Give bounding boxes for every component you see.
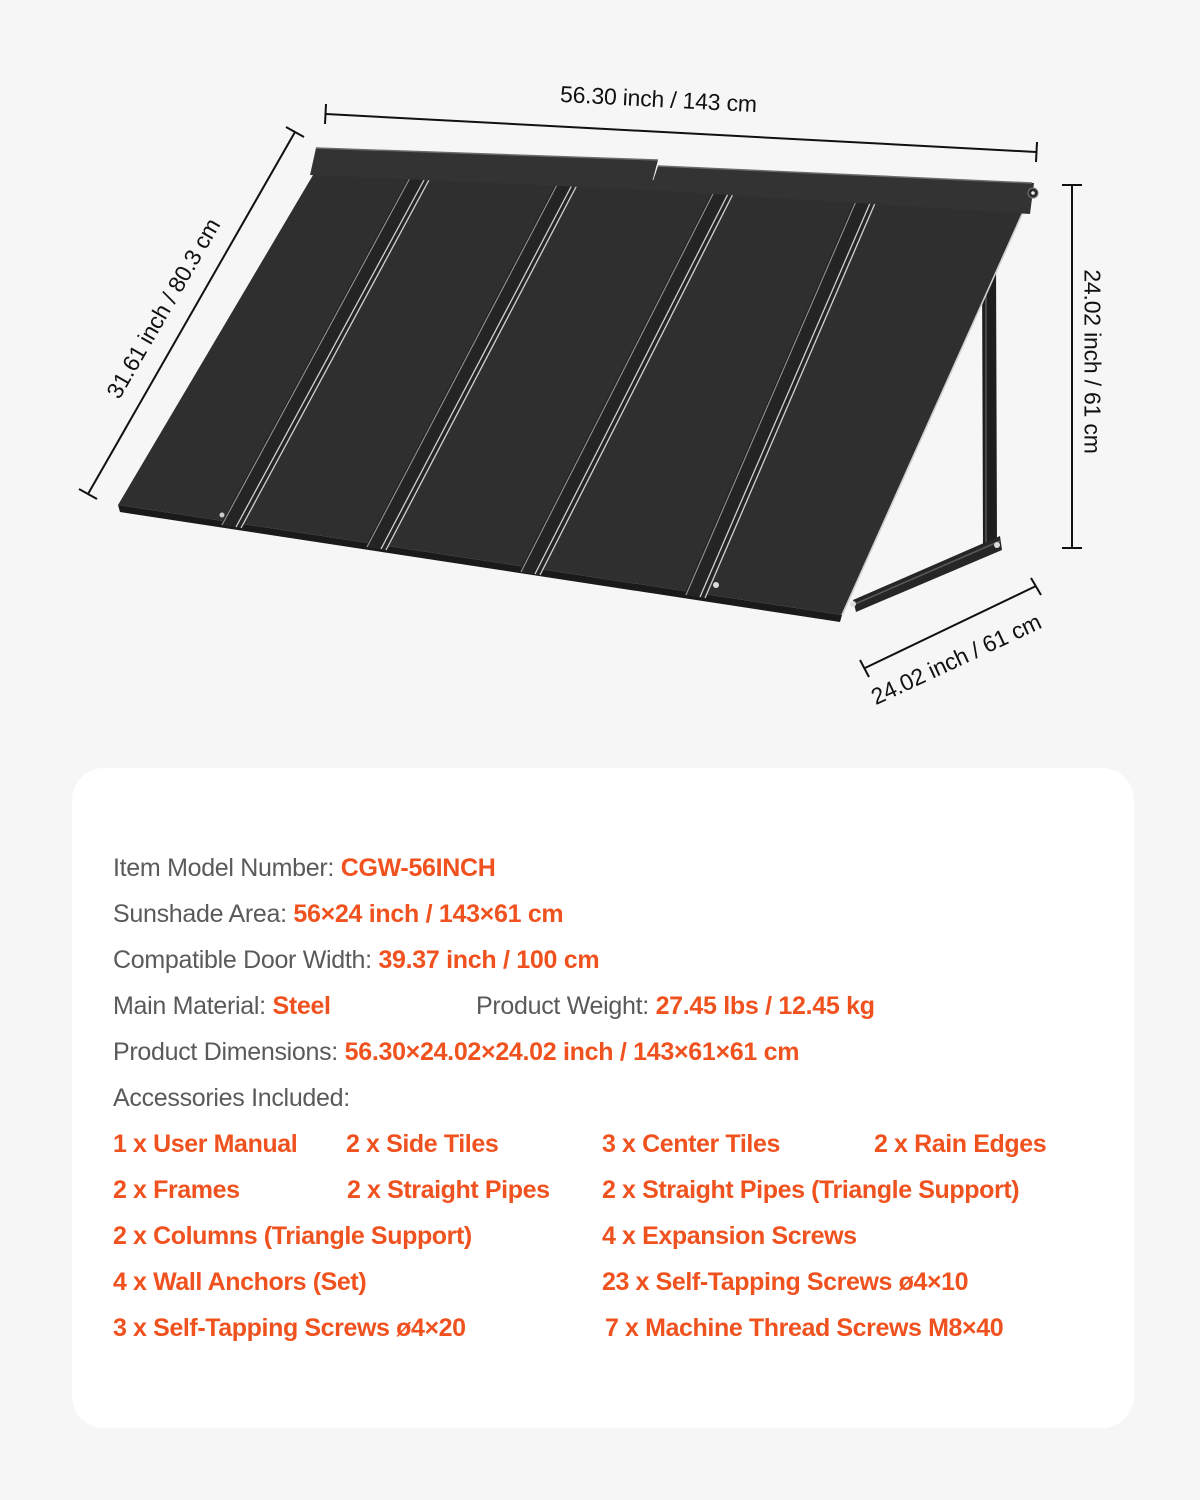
spec-door-width	[113, 946, 599, 975]
spec-model-number	[113, 854, 496, 883]
accessory-item: 2 x Side Tiles	[346, 1130, 499, 1158]
spec-label: Product Weight:	[476, 992, 656, 1020]
accessory-item: 23 x Self-Tapping Screws ø4×10	[602, 1268, 969, 1296]
accessory-item: 3 x Self-Tapping Screws ø4×20	[113, 1314, 466, 1342]
accessory-item: 2 x Frames	[113, 1176, 240, 1204]
width-dimension-label: 56.30 inch / 143 cm	[559, 80, 758, 118]
accessory-item: 7 x Machine Thread Screws M8×40	[605, 1314, 1004, 1342]
spec-label: Product Dimensions:	[113, 1038, 345, 1066]
spec-value: 27.45 lbs / 12.45 kg	[655, 992, 875, 1020]
accessory-item: 2 x Straight Pipes (Triangle Support)	[602, 1176, 1020, 1204]
spec-main-material	[113, 992, 331, 1021]
spec-value: 56×24 inch / 143×61 cm	[293, 900, 564, 928]
accessory-item: 3 x Center Tiles	[602, 1130, 780, 1158]
accessory-item: 4 x Expansion Screws	[602, 1222, 857, 1250]
accessory-item: 2 x Rain Edges	[874, 1130, 1047, 1158]
spec-card	[72, 768, 1134, 1428]
spec-value: 56.30×24.02×24.02 inch / 143×61×61 cm	[344, 1038, 800, 1066]
spec-label: Compatible Door Width:	[113, 946, 379, 974]
spec-product-weight	[476, 992, 875, 1021]
accessory-item: 1 x User Manual	[113, 1130, 298, 1158]
spec-label: Sunshade Area:	[113, 900, 294, 928]
awning-panel	[118, 148, 1038, 622]
spec-label: Main Material:	[113, 992, 273, 1020]
spec-value: Steel	[272, 992, 331, 1020]
depth-dimension-label: 24.02 inch / 61 cm	[866, 608, 1045, 710]
spec-sunshade-area	[113, 900, 563, 929]
spec-value: 39.37 inch / 100 cm	[378, 946, 600, 974]
slope-length-dimension-label: 31.61 inch / 80.3 cm	[101, 213, 226, 403]
height-dimension-label: 24.02 inch / 61 cm	[1079, 269, 1106, 454]
accessory-item: 2 x Columns (Triangle Support)	[113, 1222, 472, 1250]
spec-product-dimensions	[113, 1038, 799, 1067]
spec-value: CGW-56INCH	[340, 854, 496, 882]
accessory-item: 4 x Wall Anchors (Set)	[113, 1268, 367, 1296]
spec-label: Item Model Number:	[113, 854, 341, 882]
accessories-heading: Accessories Included:	[113, 1084, 350, 1112]
accessory-item: 2 x Straight Pipes	[347, 1176, 550, 1204]
